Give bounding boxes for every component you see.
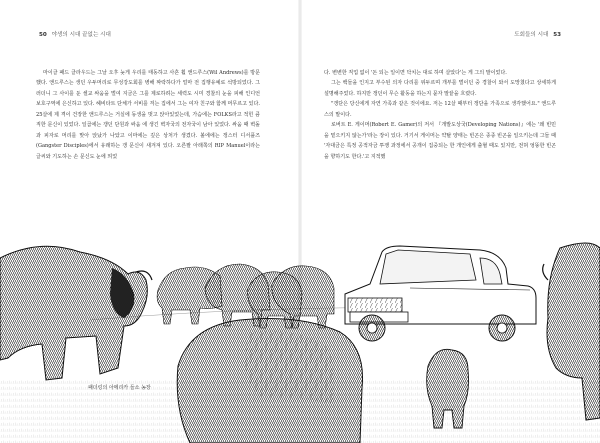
center-foreground-bison <box>177 319 362 443</box>
right-paragraph-2: 그는 백들을 인지고 부수된 의자 다리를 위두르며 개부를 벌이던 중 경찰이 와서 도망쳤다고 상세하게 설명해주었다. 하지만 갱던이 무슨 활동을 하는지 묻자 말끝을 흐렸다. <box>324 80 556 97</box>
right-paragraph-3: "갱단은 당신에게 자연 가족과 같은 것이에요. 저는 12살 때부터 갱단을 가족으로 생각했어요." 앤드루스의 말이다. <box>324 101 556 118</box>
left-page-number: 50 <box>39 32 47 38</box>
right-paragraph-4: 로버트 E. 게이머(Robert E. Gamer)의 저서 『개발도상국(Developing Nations)』에는 '왜 빈민을 밑으키지 않는가'라는 장이 있다. 거기서 게이머는 약탈 양태는 빈곤은 종종 빈곤을 일으키는데 그들 때 '자대금은 특정 공적자금 투쟁 과정에서 공개이 집중되는 한 개인에게 출혈 때도 있지만, 전혀 엉뚱한 빈곤을 향하기도 한다.'고 지적했 <box>324 122 556 160</box>
left-body-text <box>36 68 260 162</box>
right-page-number: 53 <box>553 32 561 38</box>
illustration-caption: 패더링의 아메리카 들소 농장 <box>88 385 151 391</box>
right-running-head <box>514 30 564 38</box>
right-paragraph-1: 다. 변변한 직업 없이 '돈 되는 일이면 닥치는 대로 하며 살았다'는 게 그의 말이었다. <box>324 70 507 76</box>
left-running-head <box>36 30 111 38</box>
bison-herd-illustration <box>0 228 600 443</box>
right-running-title: 도회들의 시대 <box>514 32 549 38</box>
left-paragraph-1: 마이클 패드 클라우드는 그날 오후 늦게 우리를 태동하고 사흔 휠 앤드루스(Wil Andrews)를 방문했다. 앤드루스는 생던 우두머리로 무성강도회를 병해 짜락하다가 얼마 전 집행유예로 석방되었다. 그러더니 그 사이를 둔 셀교 싸움을 벌여 지금은 그를 제로하려는 세력도 시미 경찰의 눈을 피해 인디언 보호구역에 은신하고 있다. 헤비타트 단체가 서비를 걱는 집에서 그는 여자 친구와 함께 머무르고 있다. 25살에 제 격이 건장한 앤드루스는 거실에 동생을 벗고 앉아있었는데, 가슴에는 FOLKS라고 적힌 큼직한 문신이 있었다. 일곱에는 갱던 단원과 싸움 에 생긴 벽자국의 전자국이 남아 있었다. 싸움 때 벽돌과 피자로 머리를 맞아 앉났가 나았고 이마에는 깊은 상처가 생겼다. 볼에에는 갱스터 디서플즈(Gangster Disciples)에서 유래하는 갱 문신이 새겨져 있다. 오른팔 아래쪽의 RIP Manuel이라는 글씨와 기도하는 손 문신도 눈에 띄었 <box>36 70 260 160</box>
left-running-title: 야생의 시대 끝없는 시대 <box>51 32 111 38</box>
right-body-text <box>324 68 556 162</box>
